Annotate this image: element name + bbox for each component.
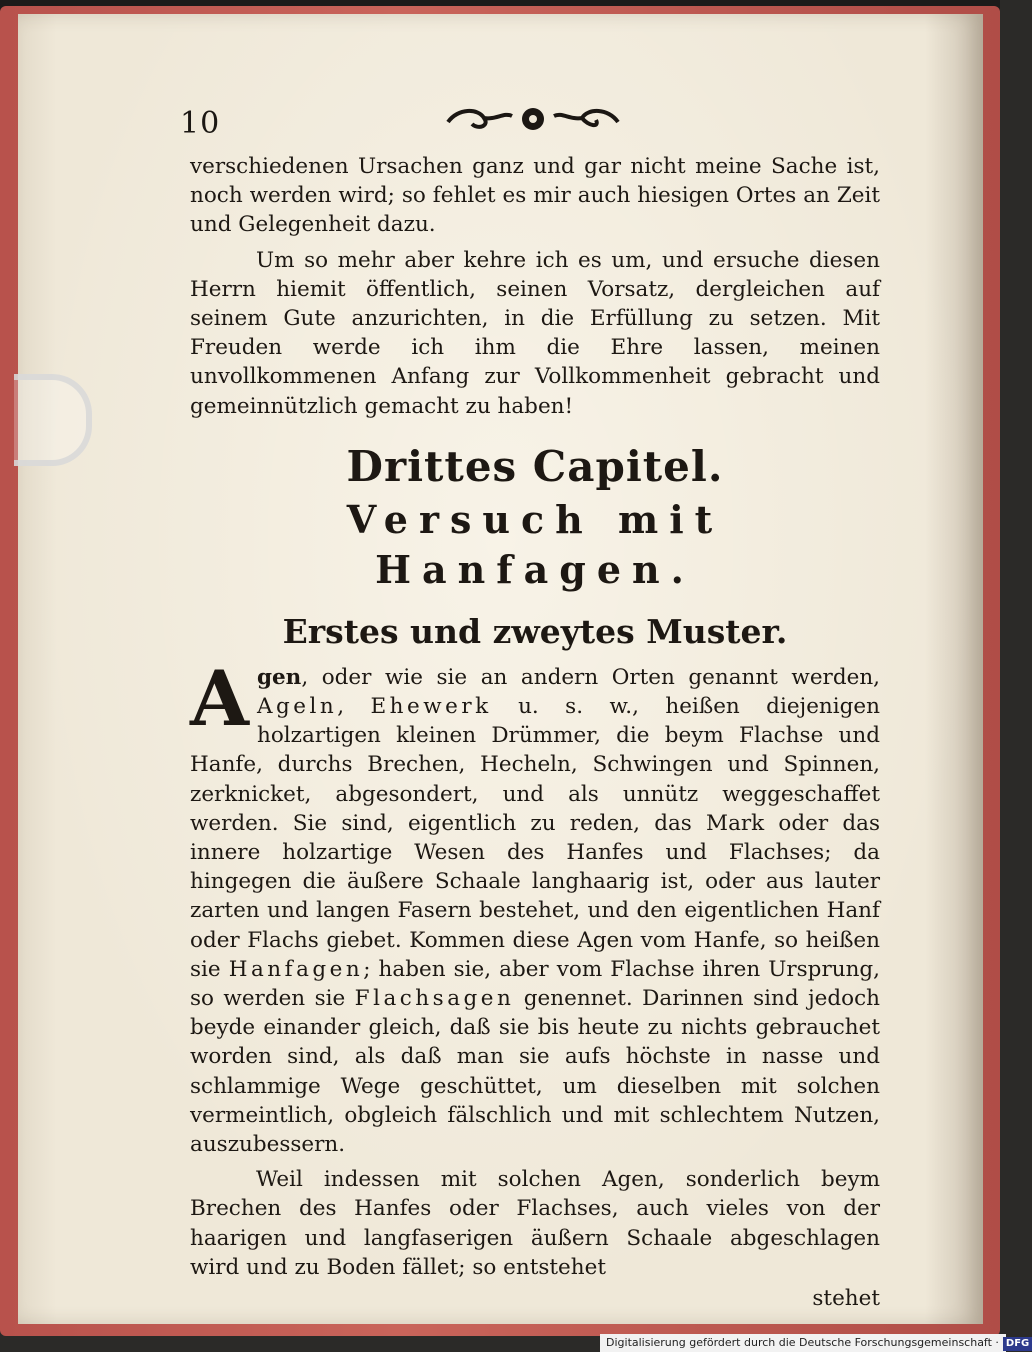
first-word: gen <box>256 664 302 690</box>
catchword: stehet <box>812 1286 880 1312</box>
chapter-title: Drittes Capitel. <box>346 441 724 491</box>
page-number: 10 <box>180 106 221 141</box>
digitization-credit <box>600 1334 1030 1352</box>
chapter-subtitle: Versuch mit Hanfagen. <box>346 496 724 592</box>
paragraph-continuation: verschiedenen Ursachen ganz und gar nicht meine Sache ist, noch werden wird; so fehlet es mir auch hiesigen Ortes an Zeit und Gelegenheit dazu. <box>190 154 880 238</box>
ornament-icon <box>438 102 628 136</box>
term: Ehewerk <box>370 694 492 720</box>
drop-cap: A <box>190 653 249 743</box>
term: Hanfagen <box>228 956 364 982</box>
section-title: Erstes und zweytes Muster. <box>282 611 788 651</box>
dfg-logo: DFG <box>1003 1337 1032 1351</box>
paragraph: Weil indessen mit solchen Agen, sonderlich beym Brechen des Hanfes oder Flachses, auch vieles von der haarigen und langfaserigen äußern Schaale abgeschlagen wird und zu Boden fället; so entstehet <box>190 1167 880 1280</box>
page-clip <box>14 374 92 466</box>
paragraph: Agen, oder wie sie an andern Orten genannt werden, Ageln, Ehewerk u. s. w., heißen diejenigen holzartigen kleinen Drümmer, die beym Flachse und Hanfe, durchs Brechen, Hecheln, Schwingen und Spinnen, zerknicket, abgesondert, und als unnütz weggeschaffet werden. Sie sind, eigentlich zu reden, das Mark oder das innere holzartige Wesen des Hanfes und Flachses; da hingegen die äußere Schaale langhaarig ist, oder aus lauter zarten und langen Fasern bestehet, und den eigentlichen Hanf oder Flachs giebet. Kommen diese Agen vom Hanfe, so heißen sie Hanfagen; haben sie, aber vom Flachse ihren Ursprung, so werden sie Flachsagen genennet. Darinnen sind jedoch beyde einander gleich, daß sie bis heute zu nichts gebrauchet worden sind, als daß man sie aufs höchste in nasse und schlammige Wege geschüttet, um dieselben mit solchen vermeintlich, obgleich fälschlich und mit schlechtem Nutzen, auszubessern. <box>190 653 881 1158</box>
page-text <box>190 152 880 1313</box>
paragraph: Um so mehr aber kehre ich es um, und ersuche diesen Herrn hiemit öffentlich, seinen Vorsatz, dergleichen auf seinem Gute anzurichten, in die Erfüllung zu setzen. Mit Freuden werde ich ihm die Ehre lassen, meinen unvollkommenen Anfang zur Vollkommenheit gebracht und gemeinnützlich gemacht zu haben! <box>190 247 880 419</box>
term: Ageln <box>256 694 338 720</box>
term: Flachsagen <box>354 986 515 1012</box>
credit-text: Digitalisierung gefördert durch die Deutsche Forschungsgemeinschaft · <box>606 1336 999 1349</box>
